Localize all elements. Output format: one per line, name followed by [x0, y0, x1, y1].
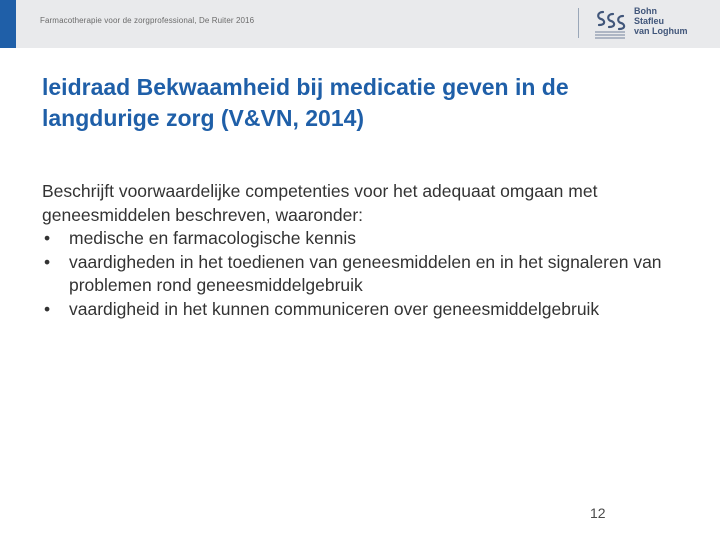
intro-paragraph: Beschrijft voorwaardelijke competenties voor het adequaat omgaan met geneesmiddelen beschreven, waaronder:	[42, 181, 598, 225]
running-header-text: Farmacotherapie voor de zorgprofessional, De Ruiter 2016	[40, 16, 255, 25]
page-number: 12	[590, 505, 606, 521]
bullet-icon: •	[44, 251, 51, 272]
list-item	[42, 298, 692, 322]
bullet-icon: •	[44, 298, 51, 319]
bullet-text: vaardigheid in het kunnen communiceren over geneesmiddelgebruik	[69, 298, 600, 319]
publisher-logo-text	[634, 6, 688, 36]
list-item	[42, 227, 692, 251]
logo-line: Bohn	[634, 6, 657, 16]
bullet-text: vaardigheden in het toedienen van geneesmiddelen en in het signaleren van problemen rond geneesmiddelgebruik	[69, 251, 662, 295]
list-item	[42, 251, 692, 298]
slide-title: leidraad Bekwaamheid bij medicatie geven in de langdurige zorg (V&VN, 2014)	[42, 74, 569, 131]
slide-body	[42, 180, 692, 321]
bullet-icon: •	[44, 228, 51, 248]
logo-divider	[578, 8, 579, 38]
logo-line: van Loghum	[634, 26, 688, 36]
sss-publisher-logo-icon	[592, 8, 628, 40]
bullet-text: medische en farmacologische kennis	[69, 228, 356, 248]
accent-strip	[0, 0, 16, 48]
bullet-list	[42, 227, 692, 321]
logo-line: Stafleu	[634, 16, 665, 26]
